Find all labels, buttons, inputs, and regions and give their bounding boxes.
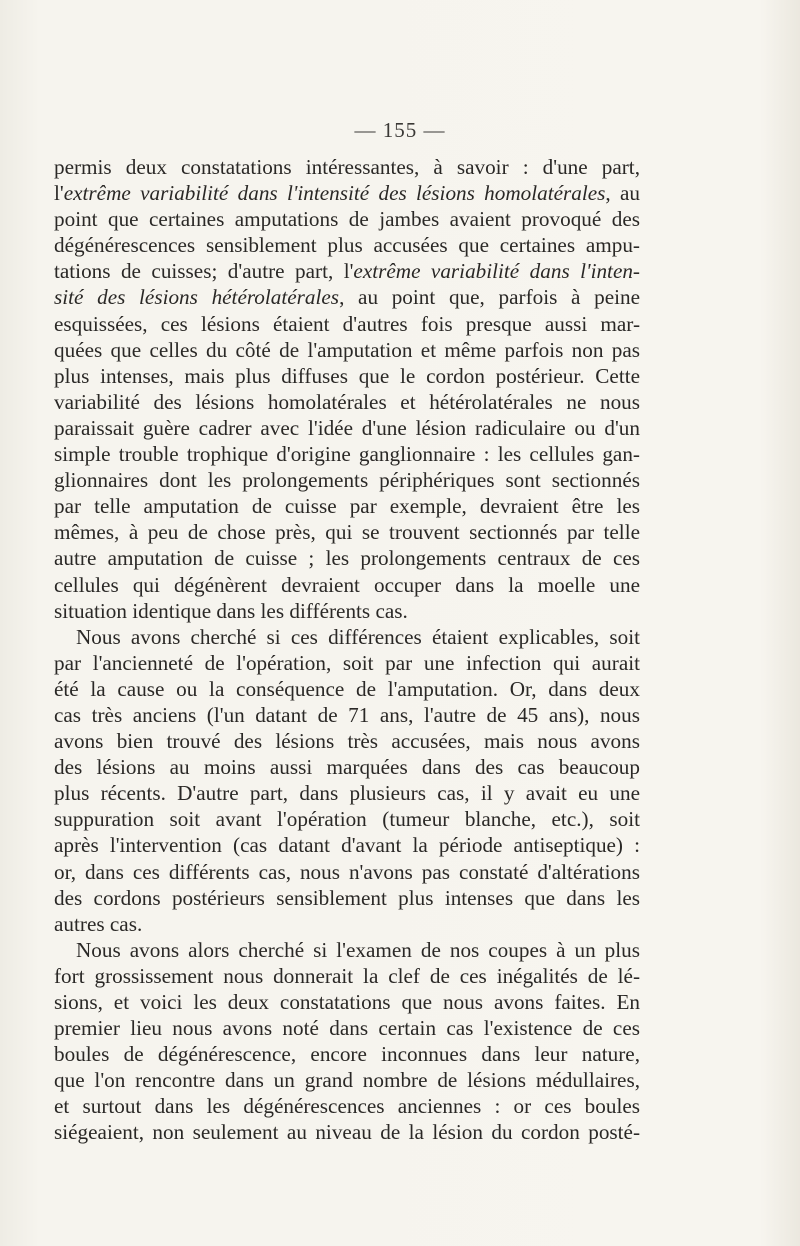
text-line bbox=[54, 1067, 640, 1093]
text-line bbox=[54, 415, 640, 441]
text-span: Nous avons alors cherché si l'examen de nos coupes à un plus bbox=[76, 937, 640, 962]
text-line bbox=[54, 154, 640, 180]
text-line bbox=[54, 937, 640, 963]
text-line bbox=[54, 963, 640, 989]
text-line bbox=[54, 572, 640, 598]
body-text bbox=[54, 154, 640, 1146]
text-line bbox=[54, 1041, 640, 1067]
text-line bbox=[54, 180, 640, 206]
text-line bbox=[54, 363, 640, 389]
text-span: cellules qui dégénèrent devraient occuper dans la moelle une bbox=[54, 572, 640, 597]
text-line bbox=[54, 493, 640, 519]
text-line bbox=[54, 650, 640, 676]
text-line bbox=[54, 1119, 640, 1145]
text-line bbox=[54, 441, 640, 467]
italic-text: extrême variabilité dans l'intensité des lésions homolatérales bbox=[63, 181, 606, 206]
text-span: mêmes, à peu de chose près, qui se trouvent sectionnés par telle bbox=[54, 520, 640, 545]
text-span: situation identique dans les différents cas. bbox=[54, 598, 408, 623]
text-span: plus récents. D'autre part, dans plusieurs cas, il y avait eu une bbox=[54, 781, 640, 806]
text-span: par telle amputation de cuisse par exemple, devraient être les bbox=[54, 494, 640, 519]
text-line bbox=[54, 754, 640, 780]
text-span: boules de dégénérescence, encore inconnues dans leur nature, bbox=[54, 1042, 640, 1067]
text-span: suppuration soit avant l'opération (tumeur blanche, etc.), soit bbox=[54, 807, 640, 832]
text-span: après l'intervention (cas datant d'avant la période antiseptique) : bbox=[54, 833, 640, 858]
text-line bbox=[54, 676, 640, 702]
text-span: autre amputation de cuisse ; les prolongements centraux de ces bbox=[54, 546, 640, 571]
text-span: été la cause ou la conséquence de l'amputation. Or, dans deux bbox=[54, 676, 640, 701]
text-line bbox=[54, 832, 640, 858]
text-line bbox=[54, 780, 640, 806]
text-span: plus intenses, mais plus diffuses que le cordon postérieur. Cette bbox=[54, 363, 640, 388]
italic-text: sité des lésions hétérolatérales bbox=[54, 285, 340, 310]
text-line bbox=[54, 258, 640, 284]
text-span: permis deux constatations intéressantes, à savoir : d'une part, bbox=[54, 155, 640, 179]
text-line bbox=[54, 389, 640, 415]
text-span: fort grossissement nous donnerait la clef de ces inégalités de lé- bbox=[54, 963, 640, 988]
text-span: or, dans ces différents cas, nous n'avons pas constaté d'altérations bbox=[54, 859, 640, 884]
text-line bbox=[54, 806, 640, 832]
text-line bbox=[54, 989, 640, 1015]
text-span: avons bien trouvé des lésions très accusées, mais nous avons bbox=[54, 729, 640, 754]
text-span: premier lieu nous avons noté dans certain cas l'existence de ces bbox=[54, 1016, 640, 1041]
text-line bbox=[54, 206, 640, 232]
text-span: tations de cuisses; d'autre part, l' bbox=[54, 259, 354, 284]
text-line bbox=[54, 911, 640, 937]
text-line bbox=[54, 1015, 640, 1041]
text-span: paraissait guère cadrer avec l'idée d'une lésion radiculaire ou d'un bbox=[54, 415, 640, 440]
text-line bbox=[54, 467, 640, 493]
text-span: , au point que, parfois à peine bbox=[339, 285, 641, 310]
text-span: simple trouble trophique d'origine ganglionnaire : les cellules gan- bbox=[54, 442, 640, 467]
text-line bbox=[54, 624, 640, 650]
text-line bbox=[54, 1093, 640, 1119]
page-number: — 155 — bbox=[354, 118, 446, 142]
text-line bbox=[54, 885, 640, 911]
text-line bbox=[54, 728, 640, 754]
text-line bbox=[54, 232, 640, 258]
text-span: autres cas. bbox=[54, 911, 143, 936]
text-line bbox=[54, 702, 640, 728]
text-line bbox=[54, 859, 640, 885]
text-span: glionnaires dont les prolongements périphériques sont sectionnés bbox=[54, 468, 640, 493]
text-span: variabilité des lésions homolatérales et hétérolatérales ne nous bbox=[54, 389, 640, 414]
text-span: point que certaines amputations de jambes avaient provoqué des bbox=[54, 207, 640, 232]
text-line bbox=[54, 337, 640, 363]
text-span: des lésions au moins aussi marquées dans des cas beaucoup bbox=[54, 755, 640, 780]
text-span: des cordons postérieurs sensiblement plus intenses que dans les bbox=[54, 885, 640, 910]
text-line bbox=[54, 545, 640, 571]
text-span: sions, et voici les deux constatations que nous avons faites. En bbox=[54, 990, 640, 1014]
text-span: siégeaient, non seulement au niveau de la lésion du cordon posté- bbox=[54, 1120, 640, 1145]
text-span: esquissées, ces lésions étaient d'autres fois presque aussi mar- bbox=[54, 311, 640, 336]
text-line bbox=[54, 598, 640, 624]
text-line bbox=[54, 311, 640, 337]
text-span: et surtout dans les dégénérescences anciennes : or ces boules bbox=[54, 1094, 640, 1119]
italic-text: extrême variabilité dans l'inten- bbox=[353, 259, 640, 284]
text-span: par l'ancienneté de l'opération, soit par une infection qui aurait bbox=[54, 650, 640, 675]
text-line bbox=[54, 284, 640, 310]
text-span: , au bbox=[605, 181, 641, 206]
text-span: cas très anciens (l'un datant de 71 ans, l'autre de 45 ans), nous bbox=[54, 702, 640, 727]
text-span: l' bbox=[54, 181, 64, 206]
text-span: que l'on rencontre dans un grand nombre de lésions médullaires, bbox=[54, 1068, 640, 1093]
text-span: dégénérescences sensiblement plus accusées que certaines ampu- bbox=[54, 233, 640, 258]
text-span: quées que celles du côté de l'amputation et même parfois non pas bbox=[54, 337, 640, 362]
text-line bbox=[54, 519, 640, 545]
text-span: Nous avons cherché si ces différences étaient explicables, soit bbox=[76, 624, 640, 649]
